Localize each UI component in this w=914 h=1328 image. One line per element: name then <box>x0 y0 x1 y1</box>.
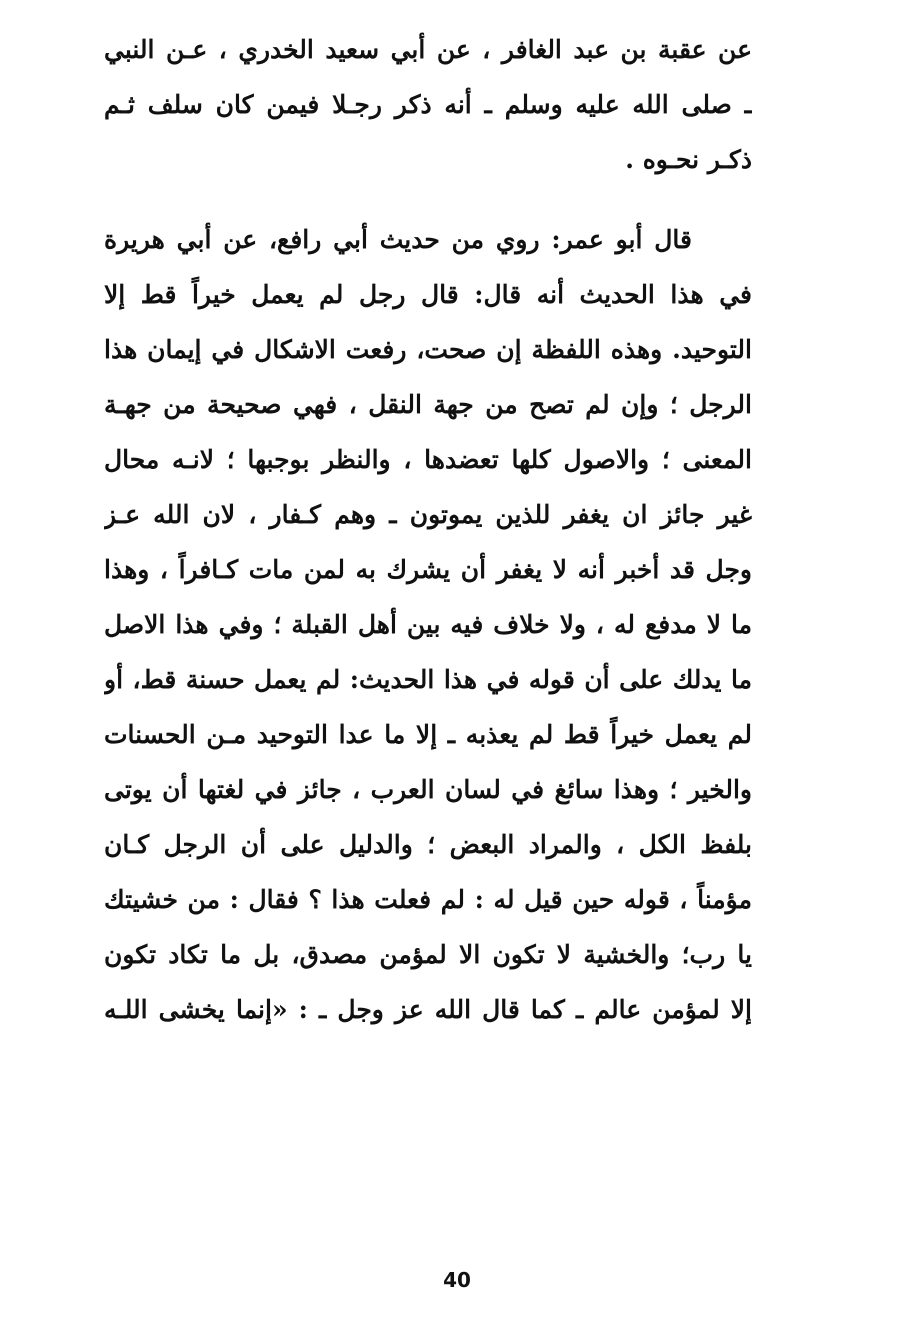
paragraph-2-line-5: المعنى ؛ والاصول كلها تعضدها ، والنظر بوجبها ؛ لانـه محال <box>104 445 752 474</box>
paragraph-2-line-14: يا رب؛ والخشية لا تكون الا لمؤمن مصدق، بل ما تكاد تكون <box>104 940 752 969</box>
paragraph-2-line-15: إلا لمؤمن عالم ـ كما قال الله عز وجل ـ : «إنما يخشى اللـه <box>104 995 752 1024</box>
paragraph-2-line-3: التوحيد. وهذه اللفظة إن صحت، رفعت الاشكال في إيمان هذا <box>104 335 752 364</box>
paragraph-1-line-1: عن عقبة بن عبد الغافر ، عن أبي سعيد الخدري ، عـن النبي <box>104 35 752 64</box>
paragraph-2-line-9: ما يدلك على أن قوله في هذا الحديث: لم يعمل حسنة قط، أو <box>104 665 752 694</box>
paragraph-2-line-2: في هذا الحديث أنه قال: قال رجل لم يعمل خيراً قط إلا <box>104 280 752 309</box>
paragraph-2-line-13: مؤمناً ، قوله حين قيل له : لم فعلت هذا ؟ فقال : من خشيتك <box>104 885 752 914</box>
paragraph-2-line-7: وجل قد أخبر أنه لا يغفر أن يشرك به لمن مات كـافراً ، وهذا <box>104 555 752 584</box>
paragraph-2-line-1: قال أبو عمر: روي من حديث أبي رافع، عن أبي هريرة <box>104 225 692 254</box>
paragraph-2 <box>104 212 752 1037</box>
paragraph-2-line-8: ما لا مدفع له ، ولا خلاف فيه بين أهل القبلة ؛ وفي هذا الاصل <box>104 610 752 639</box>
paragraph-2-line-10: لم يعمل خيراً قط لم يعذبه ـ إلا ما عدا التوحيد مـن الحسنات <box>104 720 752 749</box>
paragraph-2-line-6: غير جائز ان يغفر للذين يموتون ـ وهم كـفار ، لان الله عـز <box>104 500 752 529</box>
paragraph-2-line-11: والخير ؛ وهذا سائغ في لسان العرب ، جائز في لغتها أن يوتى <box>104 775 752 804</box>
paragraph-1-line-3: ذكـر نحـوه . <box>625 145 752 174</box>
paragraph-2-line-12: بلفظ الكل ، والمراد البعض ؛ والدليل على أن الرجل كـان <box>104 830 752 859</box>
page-number: 40 <box>443 1268 471 1292</box>
paragraph-2-line-4: الرجل ؛ وإن لم تصح من جهة النقل ، فهي صحيحة من جهـة <box>104 390 752 419</box>
paragraph-1-line-2: ـ صلى الله عليه وسلم ـ أنه ذكر رجـلا فيمن كان سلف ثـم <box>104 90 752 119</box>
paragraph-1 <box>104 22 752 187</box>
